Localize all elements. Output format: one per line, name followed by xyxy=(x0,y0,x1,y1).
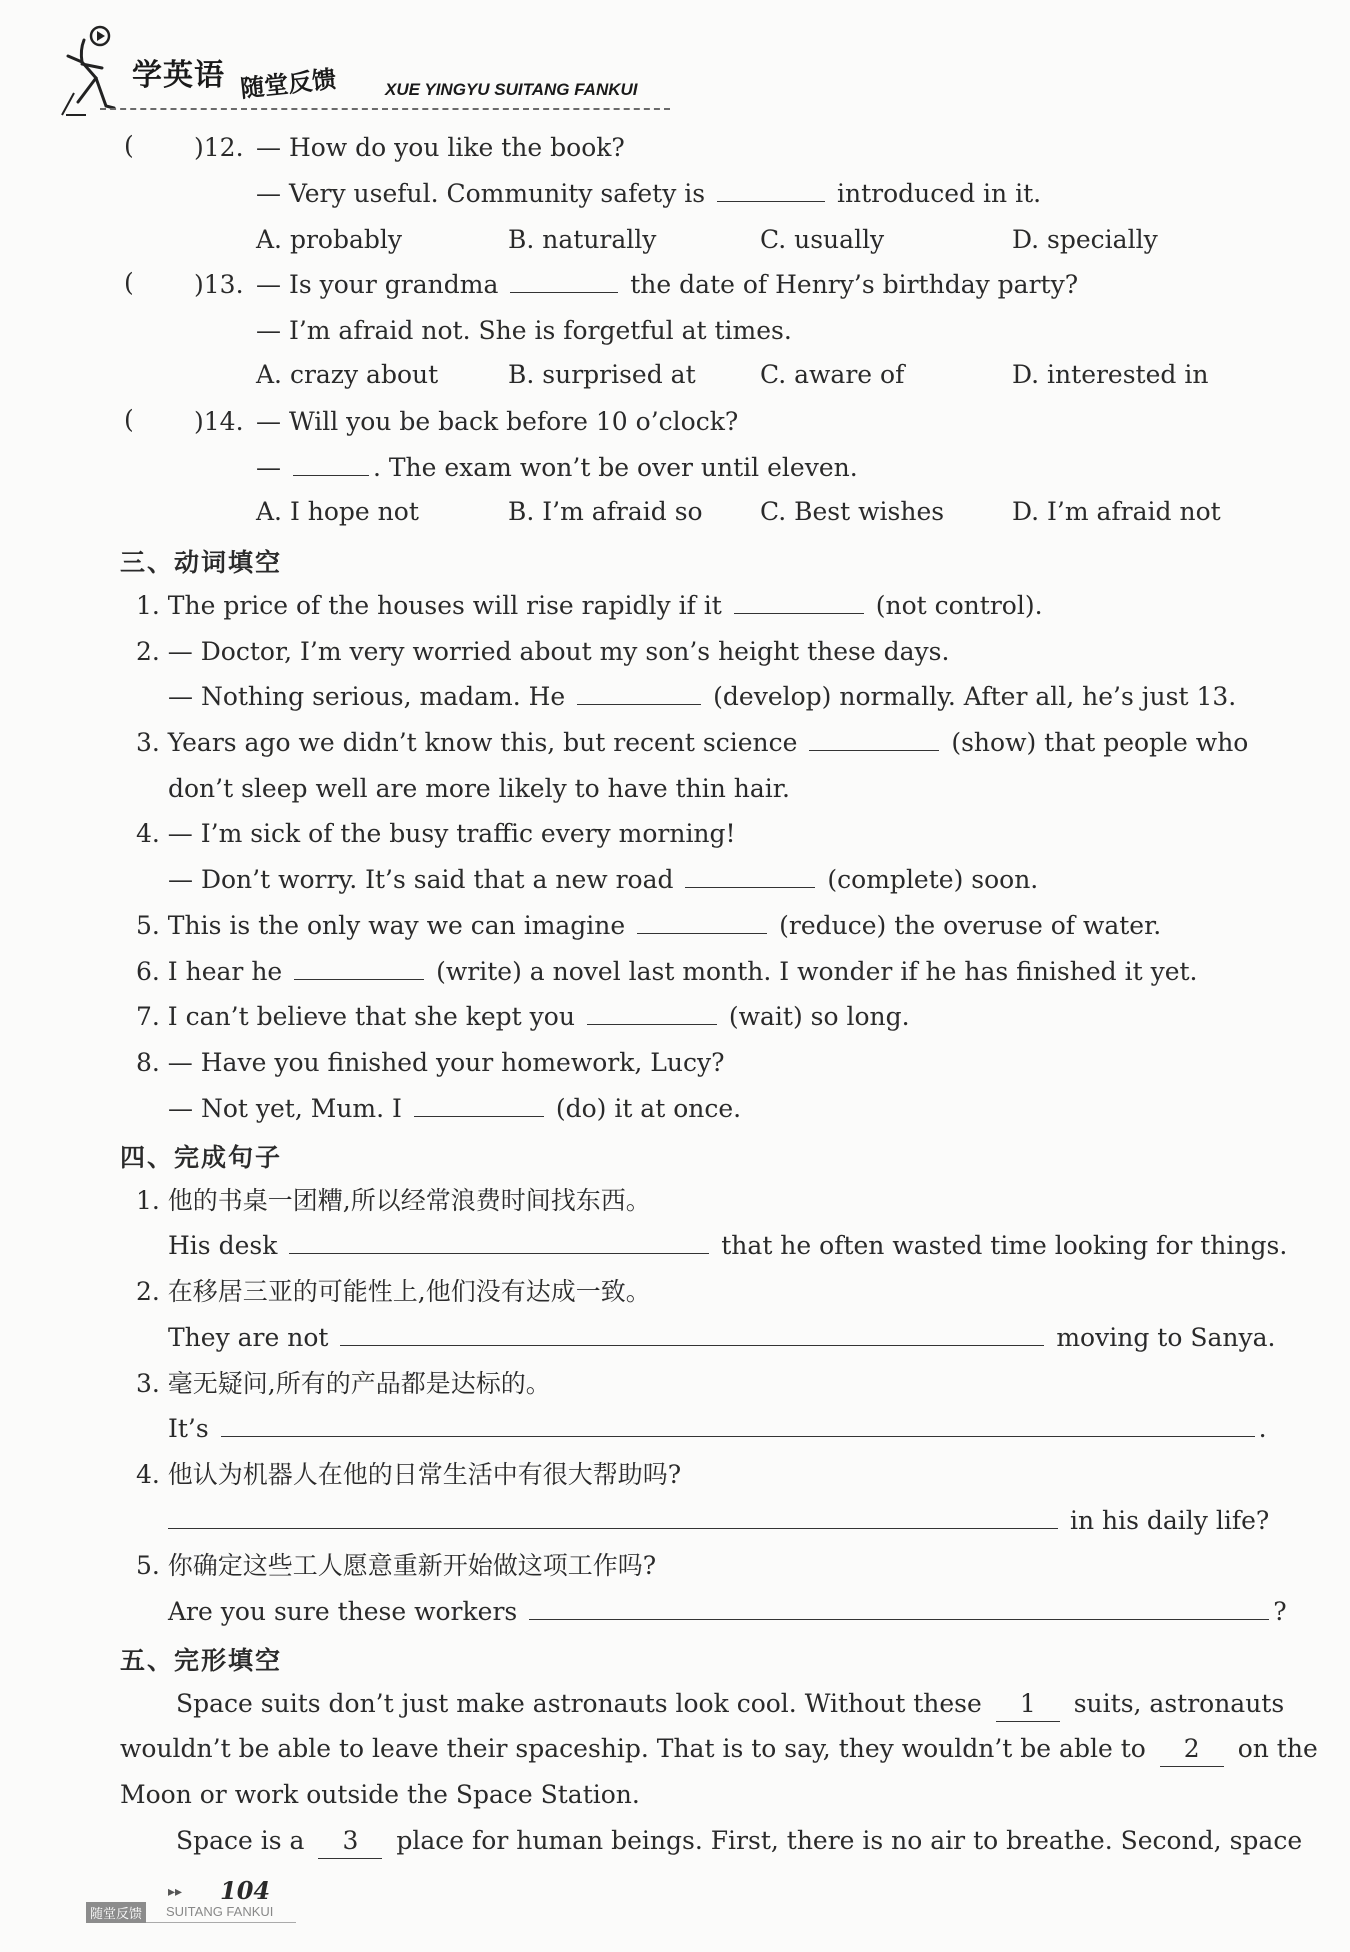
item-text: (write) a novel last month. I wonder if he has finished it yet. xyxy=(436,957,1198,986)
passage-line xyxy=(176,1824,1302,1859)
item-text: 4. — I’m sick of the busy traffic every morning! xyxy=(136,819,736,848)
passage-text: suits, astronauts xyxy=(1073,1689,1285,1718)
answer-line xyxy=(256,451,858,485)
passage-text: Space is a xyxy=(176,1826,305,1855)
answer-text: — I’m afraid not. She is forgetful at times. xyxy=(256,316,792,345)
sentence-start: His desk xyxy=(168,1231,278,1260)
section-5-title: 五、完形填空 xyxy=(120,1646,283,1675)
list-item xyxy=(136,726,1248,760)
passage-text: on the xyxy=(1237,1734,1318,1763)
sentence-line xyxy=(168,1412,1267,1446)
passage-text: wouldn’t be able to leave their spaceship. That is to say, they wouldn’t be able to xyxy=(120,1734,1146,1763)
item-text: 1. The price of the houses will rise rapidly if it xyxy=(136,591,722,620)
passage-text: place for human beings. First, there is no air to breathe. Second, space xyxy=(396,1826,1303,1855)
page-header xyxy=(60,20,680,120)
sentence-end: that he often wasted time looking for things. xyxy=(721,1231,1288,1260)
option-a[interactable]: A. probably xyxy=(256,225,402,254)
question-number: )12. xyxy=(194,133,244,162)
footer-tag-en: SUITANG FANKUI xyxy=(166,1904,274,1919)
sentence-line xyxy=(168,1595,1287,1629)
verb-blank[interactable] xyxy=(685,865,815,888)
verb-blank[interactable] xyxy=(734,591,864,614)
item-text: (do) it at once. xyxy=(555,1094,742,1123)
option-c[interactable]: C. Best wishes xyxy=(760,497,945,526)
item-text: 5. This is the only way we can imagine xyxy=(136,911,626,940)
item-text: (develop) normally. After all, he’s just 13. xyxy=(713,682,1237,711)
item-text: 7. I can’t believe that she kept you xyxy=(136,1002,575,1031)
list-item xyxy=(168,1092,741,1126)
section-3-title: 三、动词填空 xyxy=(120,548,283,577)
option-a[interactable]: A. crazy about xyxy=(256,360,439,389)
section-4-title: 四、完成句子 xyxy=(120,1143,283,1172)
sentence-line xyxy=(164,1504,1269,1538)
option-d[interactable]: D. interested in xyxy=(1012,360,1209,389)
sentence-end: in his daily life? xyxy=(1069,1506,1270,1535)
answer-blank[interactable] xyxy=(293,453,369,476)
list-item xyxy=(136,1046,725,1080)
header-pinyin: XUE YINGYU SUITANG FANKUI xyxy=(385,80,638,99)
list-item xyxy=(136,909,1161,943)
sentence-line xyxy=(168,1321,1275,1355)
list-item xyxy=(136,589,1043,623)
answer-line xyxy=(256,177,1041,211)
sentence-start: Are you sure these workers xyxy=(168,1597,518,1626)
chinese-prompt: 4. 他认为机器人在他的日常生活中有很大帮助吗? xyxy=(136,1460,682,1489)
question-number: )14. xyxy=(194,407,244,436)
page-number: 104 xyxy=(220,1876,271,1905)
sentence-end: . xyxy=(1258,1414,1267,1443)
sentence-end: ? xyxy=(1273,1597,1287,1626)
answer-text: introduced in it. xyxy=(837,179,1042,208)
sentence-blank[interactable] xyxy=(168,1506,1058,1529)
answer-text: — xyxy=(256,453,281,482)
verb-blank[interactable] xyxy=(294,957,424,980)
runner-logo-icon xyxy=(60,20,140,120)
sentence-blank[interactable] xyxy=(289,1231,709,1254)
sentence-line xyxy=(168,1229,1287,1263)
question-text: — How do you like the book? xyxy=(256,133,625,162)
sentence-blank[interactable] xyxy=(221,1414,1255,1437)
sentence-blank[interactable] xyxy=(340,1323,1044,1346)
passage-line: Moon or work outside the Space Station. xyxy=(120,1780,640,1809)
answer-paren: ( xyxy=(124,268,134,297)
item-text: — Don’t worry. It’s said that a new road xyxy=(168,865,674,894)
chinese-prompt: 2. 在移居三亚的可能性上,他们没有达成一致。 xyxy=(136,1277,651,1306)
item-text: (reduce) the overuse of water. xyxy=(779,911,1162,940)
item-text: don’t sleep well are more likely to have thin hair. xyxy=(168,774,790,803)
sentence-start: They are not xyxy=(168,1323,329,1352)
option-c[interactable]: C. aware of xyxy=(760,360,905,389)
chinese-prompt: 1. 他的书桌一团糟,所以经常浪费时间找东西。 xyxy=(136,1186,651,1215)
verb-blank[interactable] xyxy=(809,728,939,751)
chinese-prompt: 3. 毫无疑问,所有的产品都是达标的。 xyxy=(136,1369,551,1398)
footer-tag xyxy=(86,1902,296,1923)
item-text: — Not yet, Mum. I xyxy=(168,1094,402,1123)
question-number: )13. xyxy=(194,270,244,299)
cloze-blank-2[interactable]: 2 xyxy=(1160,1732,1224,1767)
header-subtitle: 随堂反馈 xyxy=(239,65,338,103)
cloze-blank-1[interactable]: 1 xyxy=(996,1687,1060,1722)
header-divider xyxy=(100,108,670,110)
list-item xyxy=(136,955,1198,989)
option-d[interactable]: D. specially xyxy=(1012,225,1158,254)
list-item xyxy=(168,680,1236,714)
answer-paren: ( xyxy=(124,405,134,434)
question-text: — Will you be back before 10 o’clock? xyxy=(256,407,739,436)
answer-paren: ( xyxy=(124,131,134,160)
item-text: 3. Years ago we didn’t know this, but recent science xyxy=(136,728,798,757)
item-text: (wait) so long. xyxy=(728,1002,910,1031)
item-text: 6. I hear he xyxy=(136,957,283,986)
option-c[interactable]: C. usually xyxy=(760,225,885,254)
sentence-end: moving to Sanya. xyxy=(1056,1323,1276,1352)
option-b[interactable]: B. naturally xyxy=(508,225,657,254)
verb-blank[interactable] xyxy=(587,1002,717,1025)
answer-text: . The exam won’t be over until eleven. xyxy=(372,453,858,482)
item-text: (not control). xyxy=(875,591,1043,620)
item-text: 2. — Doctor, I’m very worried about my son’s height these days. xyxy=(136,637,950,666)
footer-tag-cn: 随堂反馈 xyxy=(86,1902,146,1923)
option-d[interactable]: D. I’m afraid not xyxy=(1012,497,1221,526)
option-b[interactable]: B. surprised at xyxy=(508,360,696,389)
list-item xyxy=(136,1000,910,1034)
passage-line xyxy=(120,1732,1318,1767)
passage-text: Space suits don’t just make astronauts look cool. Without these xyxy=(176,1689,982,1718)
list-item xyxy=(136,635,949,669)
passage-line xyxy=(176,1687,1284,1722)
list-item xyxy=(136,817,736,851)
question-text-part: — Is your grandma xyxy=(256,270,499,299)
verb-blank[interactable] xyxy=(414,1094,544,1117)
sentence-start: It’s xyxy=(168,1414,209,1443)
question-text-part: the date of Henry’s birthday party? xyxy=(630,270,1079,299)
item-text: (show) that people who xyxy=(951,728,1249,757)
question-text xyxy=(256,268,1078,302)
header-title: 学英语 xyxy=(132,58,225,93)
list-item xyxy=(168,863,1038,897)
question-blank[interactable] xyxy=(510,270,618,293)
option-b[interactable]: B. I’m afraid so xyxy=(508,497,703,526)
page-arrows-icon: ▸▸ xyxy=(168,1884,183,1900)
item-text: (complete) soon. xyxy=(827,865,1039,894)
list-item xyxy=(168,772,790,806)
answer-blank[interactable] xyxy=(717,179,825,202)
option-a[interactable]: A. I hope not xyxy=(256,497,419,526)
sentence-blank[interactable] xyxy=(529,1597,1269,1620)
chinese-prompt: 5. 你确定这些工人愿意重新开始做这项工作吗? xyxy=(136,1551,657,1580)
cloze-blank-3[interactable]: 3 xyxy=(318,1824,382,1859)
verb-blank[interactable] xyxy=(577,682,701,705)
answer-text: — Very useful. Community safety is xyxy=(256,179,706,208)
verb-blank[interactable] xyxy=(637,911,767,934)
item-text: 8. — Have you finished your homework, Lucy? xyxy=(136,1048,725,1077)
item-text: — Nothing serious, madam. He xyxy=(168,682,566,711)
